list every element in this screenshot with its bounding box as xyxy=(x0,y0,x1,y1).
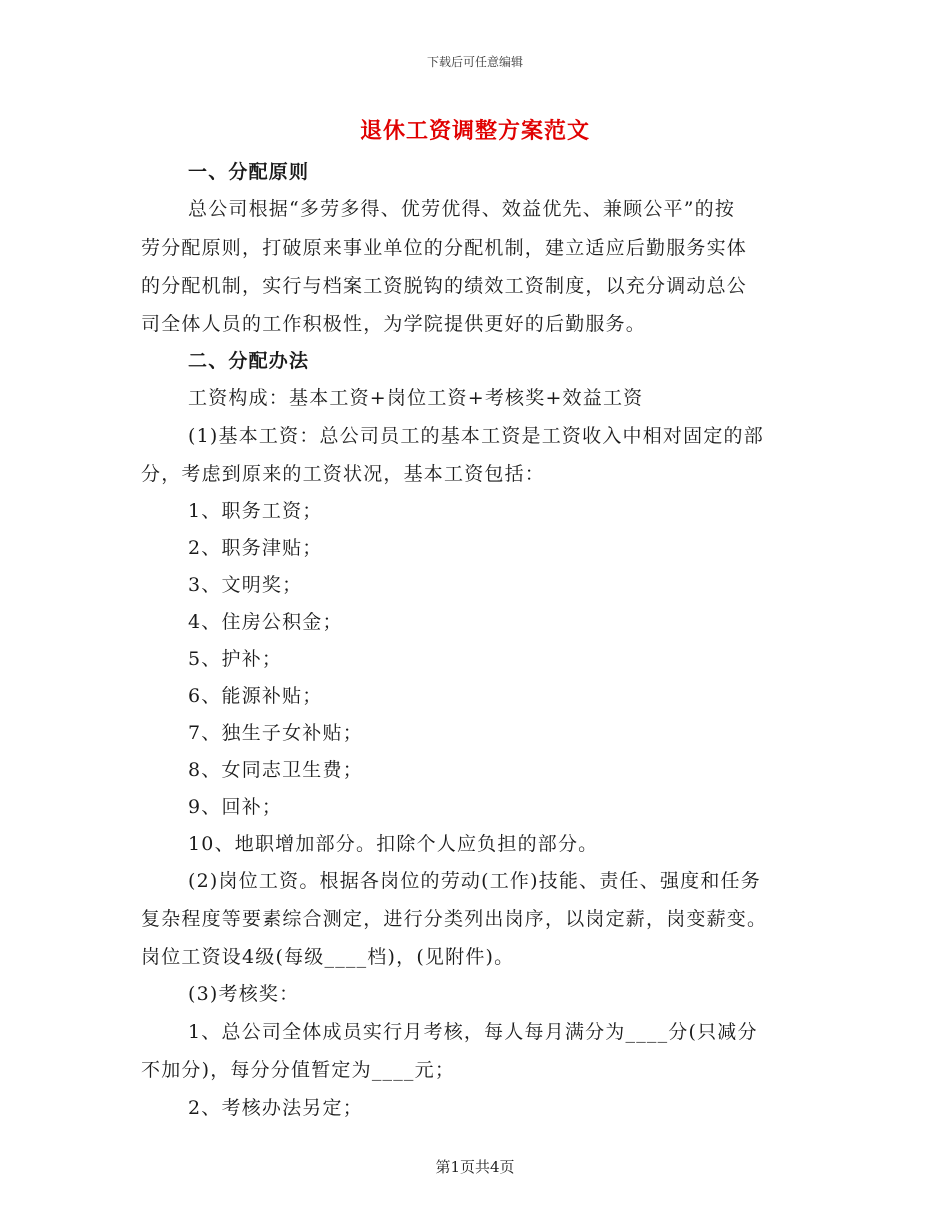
paragraph-line: 司全体人员的工作积极性，为学院提供更好的后勤服务。 xyxy=(141,313,647,335)
list-item: 2、考核办法另定； xyxy=(188,1097,363,1119)
paragraph-line: (3)考核奖： xyxy=(188,983,300,1005)
paragraph-line: (2)岗位工资。根据各岗位的劳动(工作)技能、责任、强度和任务 xyxy=(188,870,761,892)
paragraph-line: 不加分)，每分分值暂定为____元； xyxy=(141,1059,456,1081)
list-item: 5、护补； xyxy=(188,648,283,670)
paragraph-line: 劳分配原则，打破原来事业单位的分配机制，建立适应后勤服务实体 xyxy=(141,237,748,259)
list-item: 9、回补； xyxy=(188,796,283,818)
paragraph-line: 工资构成：基本工资+岗位工资+考核奖+效益工资 xyxy=(188,387,644,409)
list-item: 6、能源补贴； xyxy=(188,685,323,707)
page-footer: 第1页共4页 xyxy=(435,1158,515,1176)
paragraph-line: 复杂程度等要素综合测定，进行分类列出岗序，以岗定薪，岗变薪变。 xyxy=(141,908,768,930)
paragraph-line: 总公司根据“多劳多得、优劳优得、效益优先、兼顾公平”的按 xyxy=(188,198,736,220)
list-item: 7、独生子女补贴； xyxy=(188,722,363,744)
header-note: 下载后可任意编辑 xyxy=(426,55,523,69)
section-heading-1: 一、分配原则 xyxy=(188,161,310,183)
paragraph-line: (1)基本工资：总公司员工的基本工资是工资收入中相对固定的部 xyxy=(188,425,764,447)
list-item: 4、住房公积金； xyxy=(188,611,343,633)
list-item: 2、职务津贴； xyxy=(188,537,323,559)
list-item: 1、职务工资； xyxy=(188,500,323,522)
section-heading-2: 二、分配办法 xyxy=(188,350,310,372)
document-title: 退休工资调整方案范文 xyxy=(359,118,590,144)
paragraph-line: 分，考虑到原来的工资状况，基本工资包括： xyxy=(141,463,546,485)
paragraph-line: 1、总公司全体成员实行月考核，每人每月满分为____分(只减分 xyxy=(188,1021,758,1043)
list-item: 8、女同志卫生费； xyxy=(188,759,363,781)
paragraph-line: 的分配机制，实行与档案工资脱钩的绩效工资制度，以充分调动总公 xyxy=(141,275,748,297)
list-item: 3、文明奖； xyxy=(188,574,303,596)
paragraph-line: 岗位工资设4级(每级____档)，(见附件)。 xyxy=(141,946,515,968)
list-item: 10、地职增加部分。扣除个人应负担的部分。 xyxy=(188,833,599,855)
